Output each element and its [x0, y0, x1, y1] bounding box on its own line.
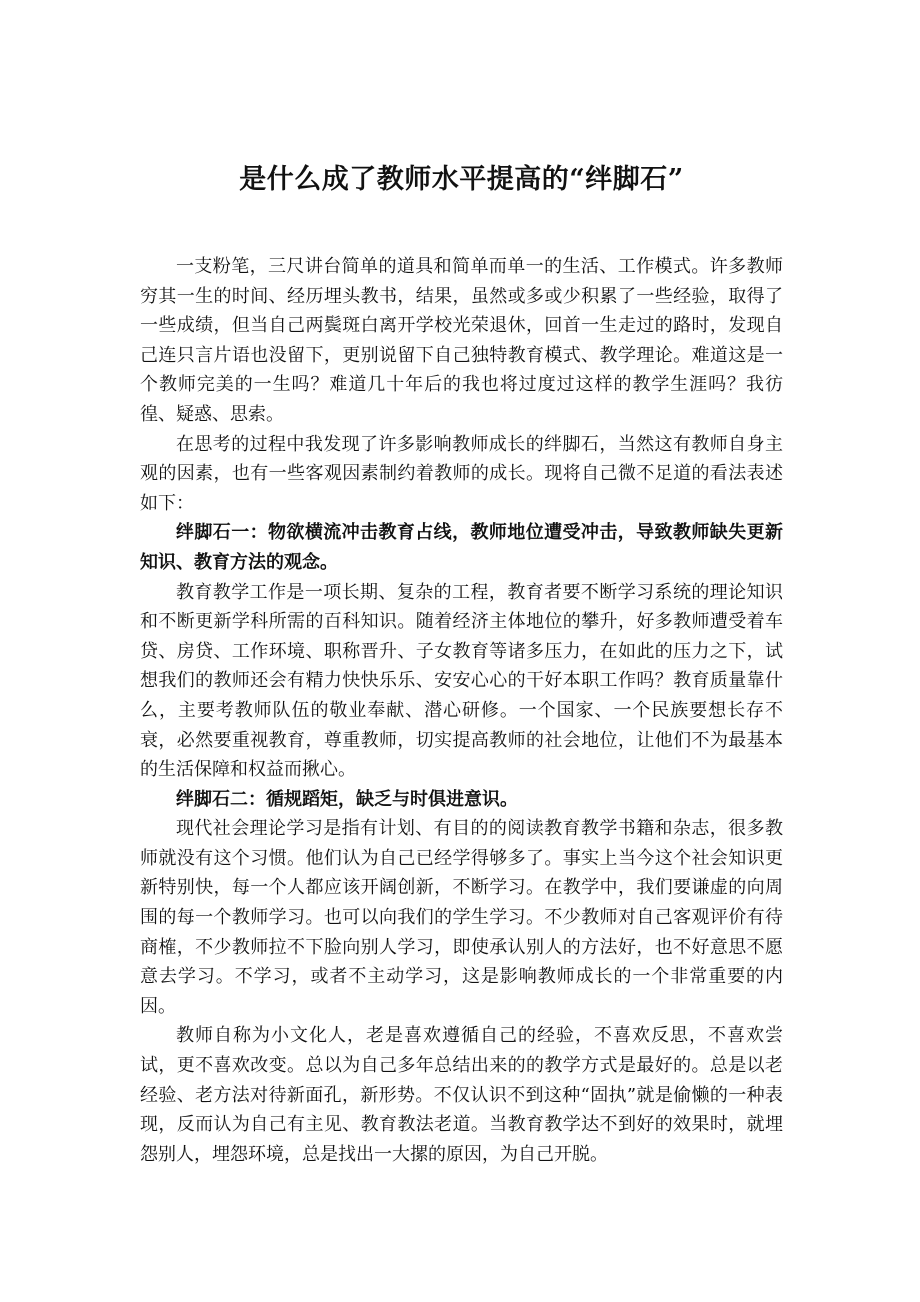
paragraph-teacher-habits: 教师自称为小文化人，老是喜欢遵循自己的经验，不喜欢反思，不喜欢尝试，更不喜欢改变。总以为自己多年总结出来的的教学方式是最好的。总是以老经验、老方法对待新面孔，新形势。不仅认识不到这种“固执”就是偷懒的一种表现，反而认为自己有主见、教育教法老道。当教育教学达不到好的效果时，就埋怨别人，埋怨环境，总是找出一大摞的原因，为自己开脱。 [140, 1025, 783, 1165]
section-heading-stumbling-block-one: 绊脚石一：物欲横流冲击教育占线，教师地位遭受冲击，导致教师缺失更新知识、教育方法的观念。 [140, 522, 783, 573]
paragraph-thinking: 在思考的过程中我发现了许多影响教师成长的绊脚石，当然这有教师自身主观的因素，也有一些客观因素制约着教师的成长。现将自己微不足道的看法表述如下： [140, 433, 783, 514]
paragraph-intro: 一支粉笔，三尺讲台简单的道具和简单而单一的生活、工作模式。许多教师穷其一生的时间、经历埋头教书，结果，虽然或多或少积累了一些经验，取得了一些成绩，但当自己两鬓斑白离开学校光荣退休，回首一生走过的路时，发现自己连只言片语也没留下，更别说留下自己独特教育模式、教学理论。难道这是一个教师完美的一生吗？难道几十年后的我也将过度过这样的教学生涯吗？我彷徨、疑惑、思索。 [140, 256, 783, 425]
paragraph-stumbling-block-two-body: 现代社会理论学习是指有计划、有目的的阅读教育教学书籍和杂志，很多教师就没有这个习惯。他们认为自己已经学得够多了。事实上当今这个社会知识更新特别快，每一个人都应该开阔创新，不断学习。在教学中，我们要谦虚的向周围的每一个教师学习。也可以向我们的学生学习。不少教师对自己客观评价有待商榷，不少教师拉不下脸向别人学习，即使承认别人的方法好，也不好意思不愿意去学习。不学习，或者不主动学习，这是影响教师成长的一个非常重要的内因。 [140, 818, 783, 1017]
paragraph-stumbling-block-one-body: 教育教学工作是一项长期、复杂的工程，教育者要不断学习系统的理论知识和不断更新学科所需的百科知识。随着经济主体地位的攀升，好多教师遭受着车贷、房贷、工作环境、职称晋升、子女教育等诸多压力，在如此的压力之下，试想我们的教师还会有精力快快乐乐、安安心心的干好本职工作吗？教育质量靠什么，主要考教师队伍的敬业奉献、潜心研修。一个国家、一个民族要想长存不衰，必然要重视教育，尊重教师，切实提高教师的社会地位，让他们不为最基本的生活保障和权益而揪心。 [140, 581, 783, 781]
document-title: 是什么成了教师水平提高的“绊脚石” [239, 164, 684, 195]
section-heading-stumbling-block-two: 绊脚石二：循规蹈矩，缺乏与时俱进意识。 [176, 788, 518, 810]
